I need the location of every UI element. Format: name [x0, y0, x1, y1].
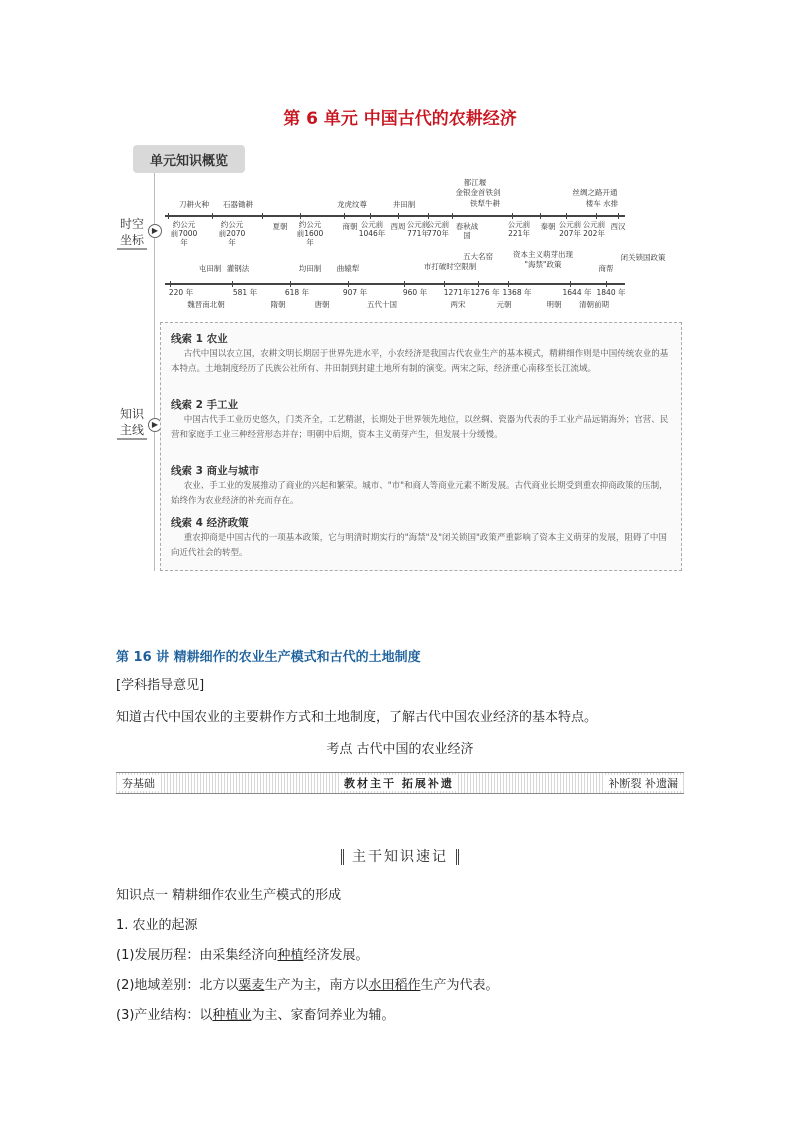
timeline-tick	[170, 281, 171, 287]
guide-text: 知道古代中国农业的主要耕作方式和土地制度，了解古代中国农业经济的基本特点。	[116, 710, 598, 725]
timeline-era: 隋朝	[270, 300, 286, 309]
timeline-era: 明朝	[546, 300, 562, 309]
timeline-date: 西汉	[610, 222, 626, 231]
knowledge-mainline-box	[160, 322, 682, 571]
line-1-underline: 种植	[277, 948, 304, 963]
section-heading	[0, 846, 800, 866]
timeline-tick	[300, 213, 301, 219]
line-1-b: 经济发展。	[303, 948, 369, 963]
timeline-event-top: 均田制	[298, 264, 322, 273]
timeline-tick	[618, 213, 619, 219]
timeline-tick	[570, 281, 571, 287]
timeline-event-top: 石器锄耕	[223, 200, 253, 209]
timeline-date: 1644 年	[562, 288, 592, 297]
timeline-date: 西周	[390, 222, 406, 231]
line-3-b: 为主、家畜饲养业为辅。	[251, 1008, 395, 1023]
timeline-date: 公元前770年	[426, 220, 450, 238]
timeline-date: 220 年	[168, 288, 194, 297]
timeline-event-top: 金银金首铁剑	[455, 188, 501, 197]
timeline-event-top: 五大名窑	[463, 252, 493, 261]
timeline-era: 五代十国	[367, 300, 397, 309]
timeline-date: 907 年	[342, 288, 368, 297]
line-2-c: 生产为代表。	[420, 978, 499, 993]
timeline-tick	[398, 213, 399, 219]
line-2-b: 生产为主，南方以	[264, 978, 369, 993]
line-2-underline-1: 粟麦	[238, 978, 265, 993]
timeline-date: 约公元前2070 年	[218, 220, 246, 247]
timeline-date: 618 年	[284, 288, 310, 297]
clue-3-head: 线索 3 商业与城市	[171, 465, 260, 477]
timeline-tick	[262, 213, 263, 219]
timeline-tick	[540, 213, 541, 219]
timeline-date: 秦朝	[540, 222, 556, 231]
timeline-tick	[370, 213, 371, 219]
timeline-era: 清朝前期	[579, 300, 609, 309]
timeline-tick	[212, 213, 213, 219]
lecture-title: 第 16 讲 精耕细作的农业生产模式和古代的土地制度	[116, 650, 421, 665]
timeline-event-top: 屯田制	[198, 264, 222, 273]
timeline-date: 1276 年	[470, 288, 500, 297]
timeline-tick	[606, 281, 607, 287]
timeline-tick	[444, 281, 445, 287]
timeline-date: 公元前1046年	[358, 220, 386, 238]
timeline-axis-1	[165, 215, 625, 217]
clue-3-text: 农业、手工业的发展推动了商业的兴起和繁荣。城市、"市"和商人等商业元素不断发展。古代商业长期受到重农抑商政策的压制，始终作为农业经济的补充而存在。	[171, 481, 668, 506]
timeline-date: 1271年	[443, 288, 471, 297]
timeline-date: 夏朝	[272, 222, 288, 231]
bar-right: 补断裂 补遗漏	[605, 775, 683, 791]
timeline-tick	[478, 281, 479, 287]
clue-2-text: 中国古代手工业历史悠久，门类齐全，工艺精湛，长期处于世界领先地位，以丝绸、瓷器为代表的手工业产品远销海外；官营、民营和家庭手工业三种经营形态并存；明朝中后期，资本主义萌芽产生，但发展十分缓慢。	[171, 415, 669, 440]
timeline-event-top: 资本主义萌芽出现	[513, 250, 573, 259]
timeline-date: 公元前207年	[558, 220, 582, 238]
clue-4-head: 线索 4 经济政策	[171, 517, 249, 529]
section-heading-text: 主干知识速记	[341, 849, 459, 865]
section-bar	[116, 772, 684, 794]
timeline-date: 公元前221年	[507, 220, 531, 238]
play-arrow-icon: ▶	[148, 418, 162, 432]
timeline-era: 魏晋南北朝	[187, 300, 225, 309]
timeline-date: 960 年	[402, 288, 428, 297]
timeline-date: 约公元前1600 年	[296, 220, 324, 247]
line-3	[116, 1004, 394, 1023]
timeline-date: 春秋战国	[455, 222, 479, 240]
timeline-tick	[428, 213, 429, 219]
clue-1-head: 线索 1 农业	[171, 333, 228, 345]
clue-1-text: 古代中国以农立国，农耕文明长期居于世界先进水平，小农经济是我国古代农业生产的基本模式，精耕细作则是中国传统农业的基本特点。土地制度经历了氏族公社所有、井田制到封建土地所有制的演变。两宋之际，经济重心南移至长江流域。	[171, 349, 669, 374]
line-3-a: (3)产业结构：以	[116, 1008, 213, 1023]
page-title: 第 6 单元 中国古代的农耕经济	[283, 109, 517, 129]
timeline-date: 商朝	[342, 222, 358, 231]
guide-label: [学科指导意见]	[116, 678, 205, 693]
clue-4-text: 重农抑商是中国古代的一项基本政策，它与明清时期实行的"海禁"及"闭关锁国"政策严重影响了资本主义萌芽的发展，阻碍了中国向近代社会的转型。	[171, 533, 667, 558]
timeline-tick	[452, 213, 453, 219]
item-1: 1. 农业的起源	[116, 918, 198, 933]
timeline-tick	[596, 213, 597, 219]
timeline-tick	[168, 213, 169, 219]
timeline-event-top: 楼车 水排	[585, 199, 619, 208]
line-1	[116, 944, 368, 963]
timeline-era: 唐朝	[314, 300, 330, 309]
timeline-event-top: 市打破时空限制	[423, 262, 477, 271]
timeline-tick	[404, 281, 405, 287]
bar-center: 教材主干 拓展补遗	[340, 775, 458, 791]
timeline-label: 时空坐标	[117, 216, 147, 250]
timeline-tick	[344, 213, 345, 219]
knowledge-point-1: 知识点一 精耕细作农业生产模式的形成	[116, 888, 342, 903]
timeline-event-top: 曲辕犁	[336, 264, 360, 273]
timeline-axis-2	[165, 283, 625, 285]
timeline-event-top: "海禁"政策	[524, 260, 562, 269]
clue-2-head: 线索 2 手工业	[171, 399, 239, 411]
line-2	[116, 974, 498, 993]
timeline-date: 约公元前7000 年	[170, 220, 198, 247]
timeline-event-top: 都江堰	[463, 178, 487, 187]
mainline-label: 知识主线	[117, 406, 147, 440]
timeline-tick	[508, 281, 509, 287]
timeline-event-top: 闭关锁国政策	[620, 253, 666, 262]
timeline-event-top: 刀耕火种	[179, 200, 209, 209]
timeline-date: 1368 年	[502, 288, 532, 297]
timeline-date: 581 年	[232, 288, 258, 297]
exam-point: 考点 古代中国的农业经济	[326, 742, 474, 757]
timeline-tick	[566, 213, 567, 219]
timeline-date: 1840 年	[596, 288, 626, 297]
timeline-date: 公元前202年	[582, 220, 606, 238]
timeline-era: 两宋	[450, 300, 466, 309]
timeline-tick	[290, 281, 291, 287]
timeline-event-top: 铁犁牛耕	[470, 199, 500, 208]
bar-left: 夯基础	[118, 775, 159, 791]
line-3-underline: 种植业	[212, 1008, 252, 1023]
timeline-event-top: 丝绸之路开通	[572, 188, 618, 197]
play-arrow-icon: ▶	[148, 224, 162, 238]
line-1-a: (1)发展历程：由采集经济向	[116, 948, 278, 963]
timeline-era: 元朝	[496, 300, 512, 309]
timeline-event-top: 商帮	[598, 264, 614, 273]
line-2-underline-2: 水田稻作	[368, 978, 421, 993]
timeline-event-top: 井田制	[392, 200, 416, 209]
timeline-tick	[232, 281, 233, 287]
overview-banner: 单元知识概览	[133, 145, 245, 173]
timeline-tick	[512, 213, 513, 219]
timeline-event-top: 灌钢法	[226, 264, 250, 273]
timeline-event-top: 龙虎纹尊	[337, 200, 367, 209]
timeline-date: 公元前771年	[406, 220, 430, 238]
line-2-a: (2)地域差别：北方以	[116, 978, 239, 993]
timeline-tick	[348, 281, 349, 287]
